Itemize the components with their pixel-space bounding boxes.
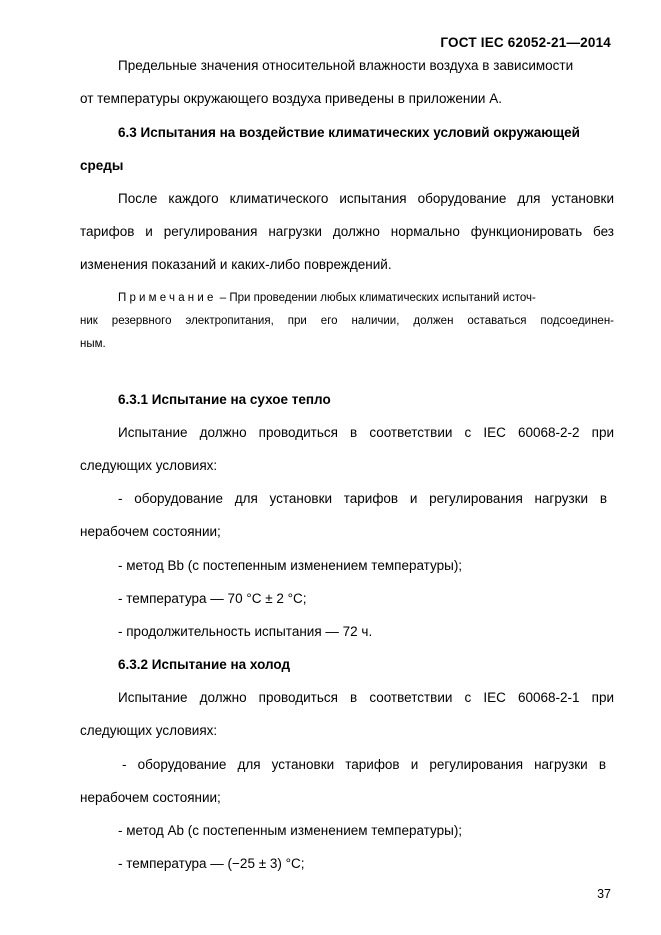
note-line: ник резервного электропитания, при его наличии, должен оставаться подсоединен- — [80, 315, 614, 327]
list-item: - метод Bb (с постепенным изменением температуры); — [118, 558, 463, 573]
subsection-heading: 6.3.1 Испытание на сухое тепло — [118, 392, 331, 407]
section-heading: 6.3 Испытания на воздействие климатических условий окружающей — [118, 125, 580, 140]
list-item: - оборудование для установки тарифов и регулирования нагрузки в — [118, 491, 607, 506]
paragraph-line: Испытание должно проводиться в соответствии с IEC 60068-2-1 при — [118, 690, 614, 705]
paragraph-line: следующих условиях: — [80, 458, 218, 473]
paragraph-line: Испытание должно проводиться в соответствии с IEC 60068-2-2 при — [118, 425, 614, 440]
paragraph-line: тарифов и регулирования нагрузки должно нормально функционировать без — [80, 224, 614, 239]
paragraph-line: Предельные значения относительной влажности воздуха в зависимости — [118, 58, 574, 73]
list-item: - продолжительность испытания — 72 ч. — [118, 624, 373, 639]
paragraph-line: изменения показаний и каких-либо повреждений. — [80, 257, 392, 272]
section-heading-continued: среды — [80, 158, 124, 173]
note-line: ным. — [80, 338, 106, 350]
list-item: - метод Ab (с постепенным изменением температуры); — [118, 823, 463, 838]
note-text: – При проведении любых климатических испытаний источ- — [219, 292, 536, 304]
list-item-continued: нерабочем состоянии; — [80, 524, 221, 539]
note-line — [118, 291, 614, 305]
page-number: 37 — [597, 887, 611, 901]
list-item: - температура — 70 °С ± 2 °С; — [118, 591, 307, 606]
paragraph-line: от температуры окружающего воздуха приведены в приложении А. — [80, 91, 502, 106]
list-item: - температура — (−25 ± 3) °С; — [118, 856, 305, 871]
list-item: - оборудование для установки тарифов и регулирования нагрузки в — [122, 757, 606, 772]
list-item-continued: нерабочем состоянии; — [80, 790, 221, 805]
subsection-heading: 6.3.2 Испытание на холод — [118, 657, 291, 672]
paragraph-line: После каждого климатического испытания оборудование для установки — [118, 191, 614, 206]
note-label: Примечание — [118, 292, 217, 304]
document-header: ГОСТ IEC 62052-21—2014 — [440, 35, 611, 50]
paragraph-line: следующих условиях: — [80, 723, 218, 738]
